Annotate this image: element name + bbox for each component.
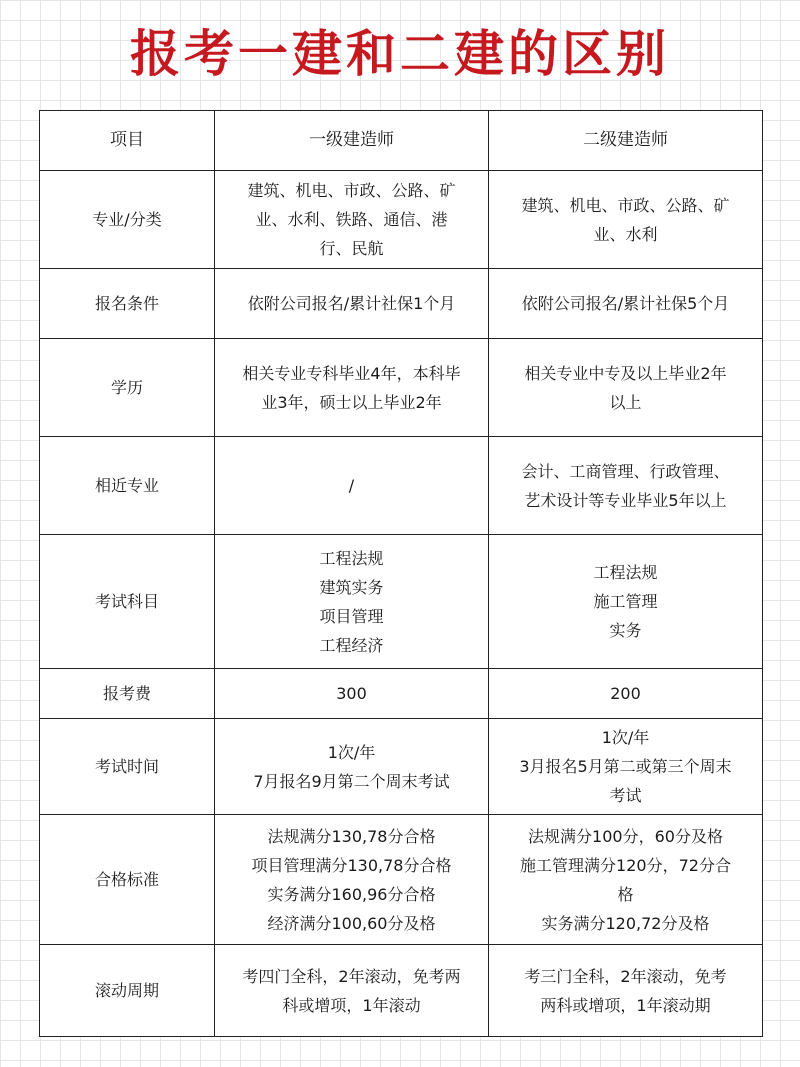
cell-line: 依附公司报名/累计社保5个月 bbox=[521, 294, 730, 313]
cell-line: 依附公司报名/累计社保1个月 bbox=[247, 294, 456, 313]
row-label: 专业/分类 bbox=[40, 171, 215, 269]
cell-second-class bbox=[489, 719, 763, 815]
cell-first-class bbox=[215, 945, 489, 1037]
cell-second-class bbox=[489, 815, 763, 945]
cell-line: 行、民航 bbox=[319, 239, 384, 258]
cell-line: / bbox=[348, 476, 355, 495]
cell-line: 1次/年 bbox=[601, 728, 650, 747]
cell-line: 工程法规 bbox=[319, 548, 384, 568]
cell-line: 以上 bbox=[609, 392, 642, 412]
table-row-related-major bbox=[40, 437, 763, 535]
cell-line: 实务 bbox=[609, 621, 642, 640]
cell-second-class bbox=[489, 669, 763, 719]
cell-line: 工程经济 bbox=[319, 635, 384, 655]
cell-second-class bbox=[489, 339, 763, 437]
row-label: 合格标准 bbox=[40, 815, 215, 945]
comparison-table bbox=[39, 110, 763, 1037]
cell-line: 经济满分100,60分及格 bbox=[267, 913, 436, 933]
table-row-rolling-cycle bbox=[40, 945, 763, 1037]
cell-line: 相关专业专科毕业4年，本科毕 bbox=[242, 363, 461, 383]
row-label: 报名条件 bbox=[40, 269, 215, 339]
table-row-exam-time bbox=[40, 719, 763, 815]
table-row-pass-standard bbox=[40, 815, 763, 945]
cell-line: 会计、工商管理、行政管理、 bbox=[521, 461, 730, 481]
cell-line: 业、水利、铁路、通信、港 bbox=[255, 210, 448, 229]
cell-line: 业、水利 bbox=[593, 224, 658, 244]
cell-line: 考三门全科，2年滚动，免考 bbox=[524, 966, 727, 986]
cell-first-class bbox=[215, 719, 489, 815]
cell-line: 建筑、机电、市政、公路、矿 bbox=[521, 195, 730, 215]
cell-line: 科或增项，1年滚动 bbox=[282, 995, 421, 1015]
row-label: 滚动周期 bbox=[40, 945, 215, 1037]
cell-line: 实务满分120,72分及格 bbox=[541, 913, 710, 933]
cell-line: 考四门全科，2年滚动，免考两 bbox=[242, 966, 461, 986]
cell-line: 项目管理 bbox=[319, 606, 384, 626]
table-row-exam-subjects bbox=[40, 535, 763, 669]
table-row-major bbox=[40, 171, 763, 269]
table-row-registration bbox=[40, 269, 763, 339]
cell-line: 实务满分160,96分合格 bbox=[267, 884, 436, 904]
cell-second-class bbox=[489, 269, 763, 339]
cell-line: 300 bbox=[336, 684, 367, 703]
cell-first-class bbox=[215, 669, 489, 719]
cell-second-class bbox=[489, 171, 763, 269]
cell-second-class bbox=[489, 945, 763, 1037]
cell-second-class bbox=[489, 535, 763, 669]
row-label: 考试时间 bbox=[40, 719, 215, 815]
row-label: 考试科目 bbox=[40, 535, 215, 669]
cell-line: 艺术设计等专业毕业5年以上 bbox=[524, 490, 727, 510]
cell-line: 200 bbox=[610, 684, 641, 703]
cell-line: 建筑实务 bbox=[319, 577, 384, 597]
cell-line: 法规满分130,78分合格 bbox=[267, 826, 436, 846]
table-row-education bbox=[40, 339, 763, 437]
cell-first-class bbox=[215, 171, 489, 269]
cell-line: 相关专业中专及以上毕业2年 bbox=[524, 363, 727, 383]
cell-line: 1次/年 bbox=[327, 742, 376, 762]
cell-line: 3月报名5月第二或第三个周末 bbox=[519, 757, 732, 776]
cell-line: 项目管理满分130,78分合格 bbox=[251, 855, 452, 875]
cell-line: 两科或增项，1年滚动期 bbox=[540, 995, 711, 1015]
cell-line: 格 bbox=[617, 884, 634, 904]
cell-line: 施工管理满分120分，72分合 bbox=[520, 855, 731, 875]
cell-first-class bbox=[215, 535, 489, 669]
cell-first-class bbox=[215, 339, 489, 437]
table-header-row bbox=[40, 111, 763, 171]
table-row-exam-fee bbox=[40, 669, 763, 719]
cell-line: 工程法规 bbox=[593, 563, 658, 582]
cell-first-class bbox=[215, 437, 489, 535]
cell-line: 建筑、机电、市政、公路、矿 bbox=[247, 181, 456, 200]
cell-line: 施工管理 bbox=[593, 592, 658, 611]
cell-line: 7月报名9月第二个周末考试 bbox=[253, 771, 450, 791]
row-label: 报考费 bbox=[40, 669, 215, 719]
header-second-class: 二级建造师 bbox=[489, 111, 763, 171]
cell-line: 业3年，硕士以上毕业2年 bbox=[261, 392, 442, 412]
page-title: 报考一建和二建的区别 bbox=[130, 24, 670, 83]
header-first-class: 一级建造师 bbox=[215, 111, 489, 171]
row-label: 学历 bbox=[40, 339, 215, 437]
header-item: 项目 bbox=[40, 111, 215, 171]
cell-line: 法规满分100分，60分及格 bbox=[528, 826, 723, 846]
cell-second-class bbox=[489, 437, 763, 535]
row-label: 相近专业 bbox=[40, 437, 215, 535]
cell-first-class bbox=[215, 269, 489, 339]
cell-first-class bbox=[215, 815, 489, 945]
cell-line: 考试 bbox=[609, 786, 642, 805]
